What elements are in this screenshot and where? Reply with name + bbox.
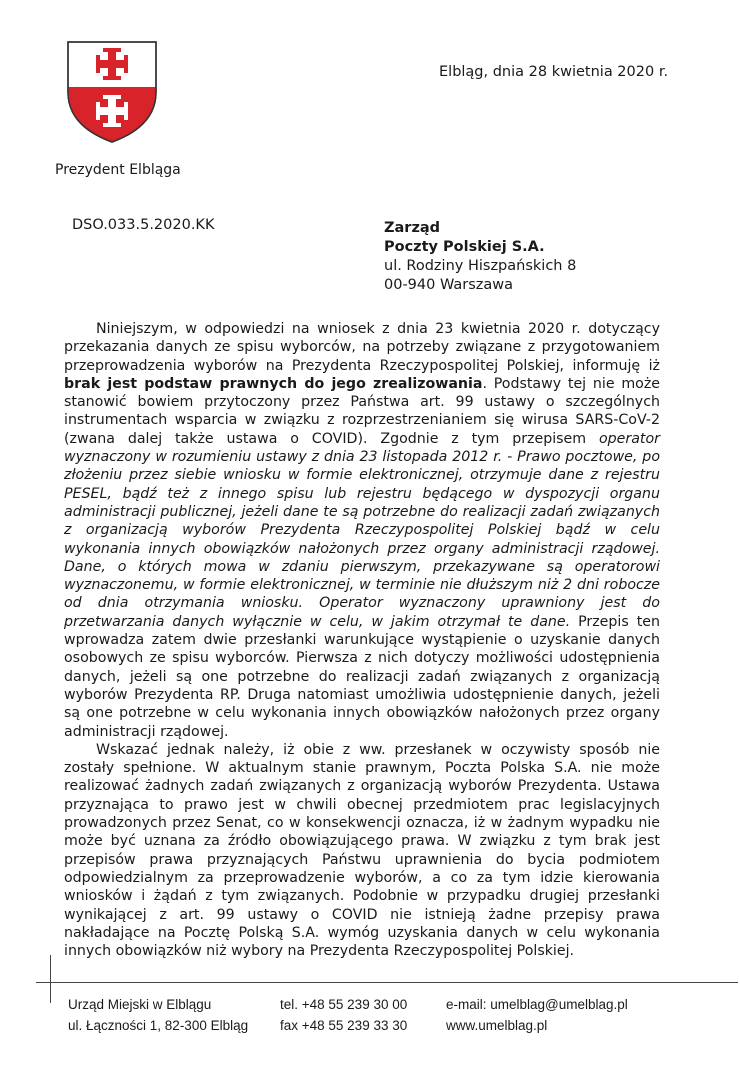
addressee-line-4: 00-940 Warszawa xyxy=(384,277,514,293)
paragraph-1-part-a: Niniejszym, w odpowiedzi na wniosek z dnia 23 kwietnia 2020 r. dotyczący przekazania danych ze spisu wyborców, na potrzeby związane z przygotowaniem przeprowadzenia wyborów na Prezydenta Rzeczypospolitej Polskiej, informuję iż xyxy=(64,321,660,374)
addressee-block xyxy=(384,219,576,295)
elblag-coat-of-arms-icon xyxy=(66,40,158,144)
issuer-title: Prezydent Elbląga xyxy=(55,162,181,178)
footer-website: www.umelblag.pl xyxy=(446,1018,548,1033)
paragraph-2: Wskazać jednak należy, iż obie z ww. przesłanek w oczywisty sposób nie zostały spełnione. W aktualnym stanie prawnym, Poczta Polska S.A. nie może realizować żadnych zadań związanych z organizacją wyborów Prezydenta. Ustawa przyznająca to prawo jest w chwili obecnej przedmiotem prac legislacyjnych prowadzonych przez Senat, co w konsekwencji oznacza, iż w żadnym wypadku nie może być uznana za źródło obowiązującego prawa. W związku z tym brak jest przepisów prawa przyznających Państwu uprawnienia do bycia podmiotem odpowiedzialnym za przeprowadzenie wyborów, a co za tym idzie kierowania wniosków i żądań z tym związanych. Podobnie w przypadku drugiej przesłanki wynikającej z art. 99 ustawy o COVID nie istnieją żadne przepisy prawa nakładające na Pocztę Polską S.A. wymóg uzyskania danych w celu wykonania innych obowiązków niż wybory na Prezydenta Rzeczypospolitej Polskiej. xyxy=(64,741,660,960)
footer-email: e-mail: umelblag@umelblag.pl xyxy=(446,997,628,1012)
footer-tel: tel. +48 55 239 30 00 xyxy=(280,997,408,1012)
paragraph-1-part-c: Przepis ten wprowadza zatem dwie przesłanki warunkujące wystąpienie o uzyskanie danych osobowych ze spisu wyborców. Pierwsza z nich dotyczy możliwości udostępnienia danych, jeżeli są one potrzebne do realizacji zadań związanych z organizacją wyborów Prezydenta RP. Druga natomiast umożliwia udostępnienie danych, jeżeli są one potrzebne w celu wykonania innych obowiązków nałożonych przez organy administracji rządowej. xyxy=(64,613,660,740)
letter-date: Elbląg, dnia 28 kwietnia 2020 r. xyxy=(439,64,669,80)
footer-phones xyxy=(280,994,407,1036)
addressee-line-1: Zarząd xyxy=(384,220,441,236)
addressee-line-3: ul. Rodziny Hiszpańskich 8 xyxy=(384,258,577,274)
paragraph-1-italic-quote: operator wyznaczony w rozumieniu ustawy z dnia 23 listopada 2012 r. - Prawo pocztowe, po złożeniu przez siebie wniosku w formie elektronicznej, otrzymuje dane z rejestru PESEL, bądź też z innego spisu lub rejestru będącego w dyspozycji organu administracji publicznej, jeżeli dane te są potrzebne do realizacji zadań związanych z organizacją wyborów Prezydenta Rzeczypospolitej Polskiej bądź w celu wykonania innych obowiązków nałożonych przez organy administracji rządowej. Dane, o których mowa w zdaniu pierwszym, przekazywane są operatorowi wyznaczonemu, w formie elektronicznej, w terminie nie dłuższym niż 2 dni robocze od dnia otrzymania wniosku. Operator wyznaczony uprawniony jest do przetwarzania danych wyłącznie w celu, w jakim otrzymał te dane. xyxy=(64,430,660,630)
footer-margin-line xyxy=(50,955,51,1003)
footer-divider xyxy=(36,982,738,983)
reference-number: DSO.033.5.2020.KK xyxy=(72,217,215,233)
footer-office xyxy=(68,994,248,1036)
footer-contact xyxy=(446,994,628,1036)
footer-office-address: ul. Łączności 1, 82-300 Elbląg xyxy=(68,1018,249,1033)
addressee-line-2: Poczty Polskiej S.A. xyxy=(384,239,545,255)
letter-body xyxy=(64,320,660,960)
footer-office-name: Urząd Miejski w Elblągu xyxy=(68,997,212,1012)
paragraph-1-part-b: . Podstawy tej nie może stanowić bowiem przytoczony przez Państwa art. 99 ustawy o szczególnych instrumentach wsparcia w związku z rozprzestrzenianiem się wirusa SARS-CoV-2 (zwana dalej także ustawa o COVID). Zgodnie z tym przepisem xyxy=(64,375,660,447)
footer-fax: fax +48 55 239 33 30 xyxy=(280,1018,408,1033)
paragraph-1-bold: brak jest podstaw prawnych do jego zrealizowania xyxy=(64,375,483,392)
paragraph-1 xyxy=(64,320,660,741)
